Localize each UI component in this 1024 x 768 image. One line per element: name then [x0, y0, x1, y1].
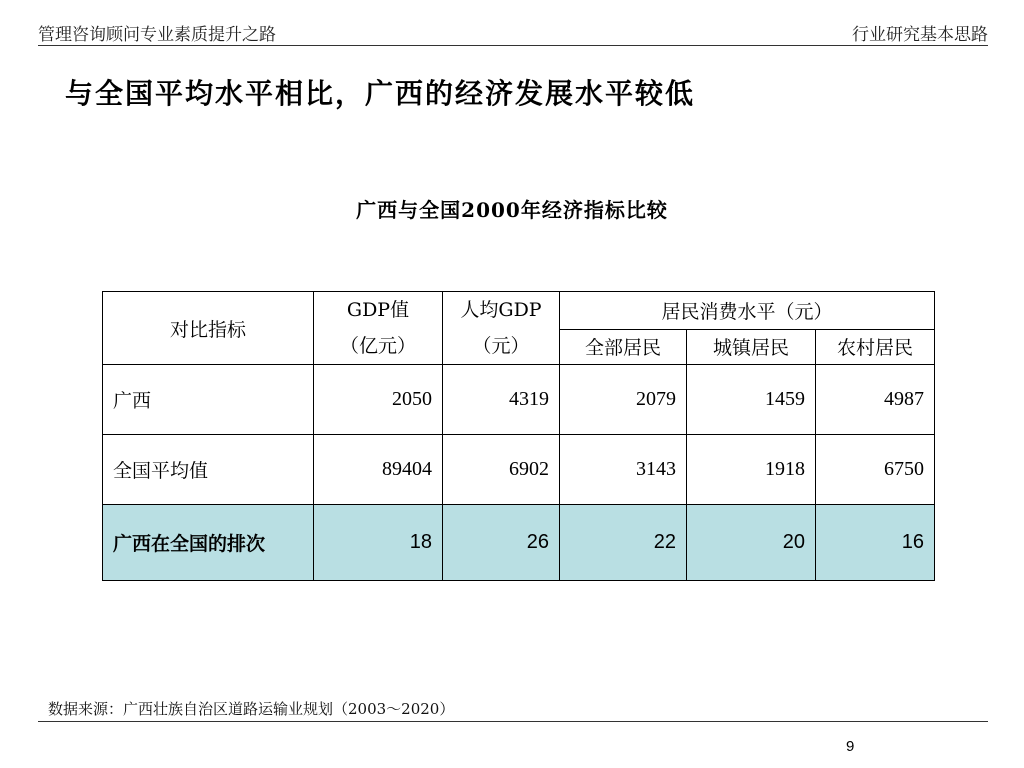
row-name: 广西 — [103, 365, 314, 435]
header-divider — [38, 45, 988, 46]
cell-gdp: 2050 — [314, 365, 443, 435]
cell-gdp: 18 — [314, 505, 443, 581]
cell-rural: 16 — [816, 505, 935, 581]
slide-title: 与全国平均水平相比，广西的经济发展水平较低 — [65, 77, 696, 110]
header-per-capita-gdp — [443, 292, 560, 365]
header-per-capita-unit: （元） — [472, 335, 530, 357]
header-right-title: 行业研究基本思路 — [852, 25, 988, 45]
page-number: 9 — [846, 738, 855, 755]
row-name: 广西在全国的排次 — [103, 505, 314, 581]
data-source-note: 数据来源：广西壮族自治区道路运输业规划（2003～2020） — [48, 700, 455, 718]
table-row-ranking — [103, 505, 935, 581]
cell-urban: 20 — [687, 505, 816, 581]
table-row — [103, 435, 935, 505]
cell-all: 22 — [560, 505, 687, 581]
header-gdp-label: GDP值 — [346, 299, 410, 321]
comparison-table — [102, 291, 935, 581]
cell-gdp: 89404 — [314, 435, 443, 505]
table-caption: 广西与全国2000年经济指标比较 — [356, 198, 668, 222]
header-per-capita-label: 人均GDP — [460, 299, 542, 321]
header-indicator: 对比指标 — [103, 292, 314, 365]
table-header-row — [103, 292, 935, 330]
table-row — [103, 365, 935, 435]
header-gdp-unit: （亿元） — [339, 335, 416, 357]
header-consumption-level: 居民消费水平（元） — [560, 292, 935, 330]
cell-all: 3143 — [560, 435, 687, 505]
cell-all: 2079 — [560, 365, 687, 435]
footer-divider — [38, 721, 988, 722]
row-name: 全国平均值 — [103, 435, 314, 505]
cell-rural: 6750 — [816, 435, 935, 505]
header-gdp — [314, 292, 443, 365]
header-left-title: 管理咨询顾问专业素质提升之路 — [38, 25, 276, 45]
header-urban-residents: 城镇居民 — [687, 329, 816, 364]
cell-per-capita: 6902 — [443, 435, 560, 505]
cell-per-capita: 26 — [443, 505, 560, 581]
cell-rural: 4987 — [816, 365, 935, 435]
cell-urban: 1459 — [687, 365, 816, 435]
cell-per-capita: 4319 — [443, 365, 560, 435]
cell-urban: 1918 — [687, 435, 816, 505]
header-rural-residents: 农村居民 — [816, 329, 935, 364]
header-all-residents: 全部居民 — [560, 329, 687, 364]
